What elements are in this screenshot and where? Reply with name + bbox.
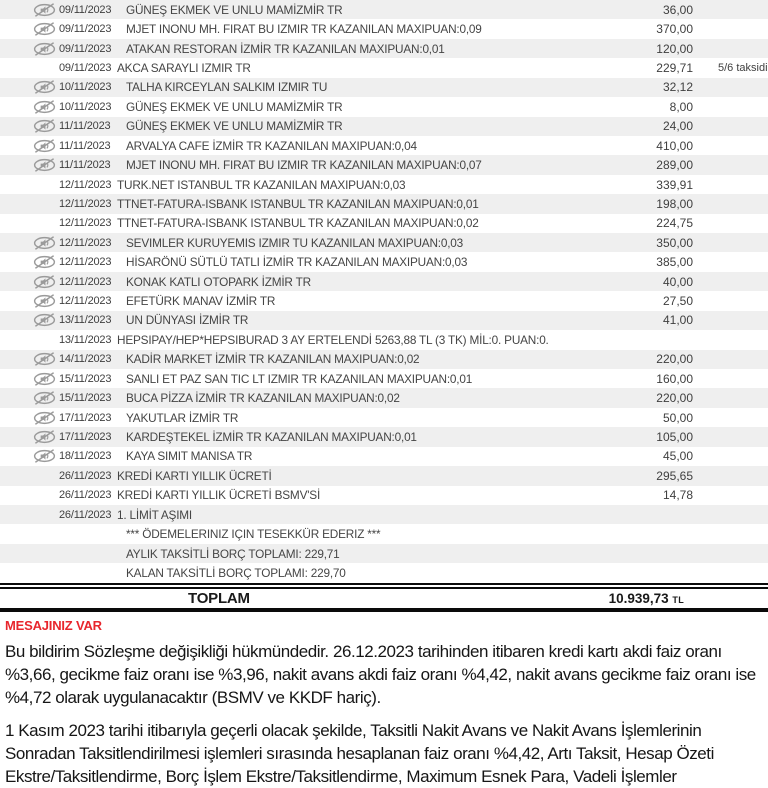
- table-row: [0, 194, 768, 213]
- transaction-date: 26/11/2023: [59, 508, 112, 521]
- transaction-date: 12/11/2023: [59, 236, 112, 249]
- table-row: [0, 350, 768, 369]
- transaction-description: HEPSIPAY/HEP*HEPSIBURAD 3 AY ERTELENDİ 5263,88 TL (3 TK) MİL:0. PUAN:0.: [117, 332, 549, 347]
- eye-slash-speaker-icon[interactable]: [33, 275, 59, 289]
- eye-slash-speaker-icon[interactable]: [33, 255, 59, 269]
- table-row: [0, 58, 768, 77]
- transaction-amount: 120,00: [656, 41, 693, 56]
- table-row: [0, 388, 768, 407]
- eye-slash-speaker-icon[interactable]: [33, 547, 59, 561]
- eye-slash-speaker-icon[interactable]: [33, 178, 59, 192]
- table-row: [0, 291, 768, 310]
- table-row: [0, 136, 768, 155]
- eye-slash-speaker-icon[interactable]: [33, 508, 59, 522]
- transaction-description: ATAKAN RESTORAN İZMİR TR KAZANILAN MAXIPUAN:0,01: [126, 41, 445, 56]
- transaction-date: 26/11/2023: [59, 489, 112, 502]
- transaction-date: 09/11/2023: [59, 23, 112, 36]
- table-row: [0, 330, 768, 349]
- transaction-amount: 350,00: [656, 235, 693, 250]
- transaction-amount: 27,50: [662, 294, 693, 309]
- table-row: [0, 0, 768, 19]
- transaction-date: 09/11/2023: [59, 3, 112, 16]
- eye-slash-speaker-icon[interactable]: [33, 236, 59, 250]
- eye-slash-speaker-icon[interactable]: [33, 22, 59, 36]
- transaction-amount: 40,00: [662, 274, 693, 289]
- transaction-date: 12/11/2023: [59, 217, 112, 230]
- transaction-date: 12/11/2023: [59, 275, 112, 288]
- eye-slash-speaker-icon[interactable]: [33, 566, 59, 580]
- eye-slash-speaker-icon[interactable]: [33, 158, 59, 172]
- transaction-description: GÜNEŞ EKMEK VE UNLU MAMİZMİR TR: [126, 2, 343, 17]
- table-row: [0, 175, 768, 194]
- transaction-description: MJET INONU MH. FIRAT BU IZMIR TR KAZANILAN MAXIPUAN:0,09: [126, 22, 482, 37]
- table-row: [0, 155, 768, 174]
- table-row: [0, 214, 768, 233]
- paragraph-line: Sonradan Taksitlendirilmesi işlemleri sırasında hesaplanan faiz oranı %4,42, Artı Taksit, Hesap Özeti: [5, 743, 714, 763]
- eye-slash-speaker-icon[interactable]: [33, 119, 59, 133]
- transaction-date: 12/11/2023: [59, 295, 112, 308]
- paragraph-line: Ekstre/Taksitlendirme, Borç İşlem Ekstre/Taksitlendirme, Maximum Esnek Para, Vadeli İşlemler: [5, 766, 677, 786]
- table-row: [0, 252, 768, 271]
- eye-slash-speaker-icon[interactable]: [33, 294, 59, 308]
- messages-header: MESAJINIZ VAR: [5, 617, 102, 633]
- transaction-amount: 224,75: [656, 216, 693, 231]
- table-row: [0, 272, 768, 291]
- transaction-amount: 24,00: [662, 119, 693, 134]
- transaction-date: 13/11/2023: [59, 314, 112, 327]
- transaction-amount: 410,00: [656, 138, 693, 153]
- transaction-amount: 220,00: [656, 352, 693, 367]
- transaction-amount: 41,00: [662, 313, 693, 328]
- table-row: [0, 78, 768, 97]
- eye-slash-speaker-icon[interactable]: [33, 42, 59, 56]
- transaction-amount: 385,00: [656, 255, 693, 270]
- eye-slash-speaker-icon[interactable]: [33, 372, 59, 386]
- transaction-date: 17/11/2023: [59, 411, 112, 424]
- table-row: [0, 39, 768, 58]
- transaction-date: 26/11/2023: [59, 469, 112, 482]
- transaction-description: TTNET-FATURA-ISBANK ISTANBUL TR KAZANILAN MAXIPUAN:0,01: [117, 196, 479, 211]
- total-amount-value: 10.939,73: [608, 590, 669, 606]
- eye-slash-speaker-icon[interactable]: [33, 469, 59, 483]
- transaction-description: BUCA PİZZA İZMİR TR KAZANILAN MAXIPUAN:0,02: [126, 391, 400, 406]
- transaction-description: EFETÜRK MANAV İZMİR TR: [126, 294, 276, 309]
- table-row: [0, 544, 768, 563]
- eye-slash-speaker-icon[interactable]: [33, 197, 59, 211]
- transaction-description: AKCA SARAYLI IZMIR TR: [117, 60, 251, 75]
- table-row: [0, 233, 768, 252]
- transaction-amount: 220,00: [656, 391, 693, 406]
- transaction-amount: 14,78: [662, 488, 693, 503]
- table-row: [0, 408, 768, 427]
- transaction-date: 15/11/2023: [59, 392, 112, 405]
- transaction-date: 10/11/2023: [59, 81, 112, 94]
- eye-slash-speaker-icon[interactable]: [33, 333, 59, 347]
- transaction-amount: 8,00: [669, 99, 693, 114]
- eye-slash-speaker-icon[interactable]: [33, 411, 59, 425]
- eye-slash-speaker-icon[interactable]: [33, 139, 59, 153]
- table-row: [0, 311, 768, 330]
- eye-slash-speaker-icon[interactable]: [33, 430, 59, 444]
- transaction-amount: 370,00: [656, 22, 693, 37]
- paragraph-line: %4,72 olarak uygulanacaktır (BSMV ve KKDF hariç).: [5, 687, 381, 707]
- table-row: [0, 563, 768, 582]
- transaction-amount: 32,12: [662, 80, 693, 95]
- installment-note: 5/6 taksidi: [718, 61, 768, 74]
- eye-slash-speaker-icon[interactable]: [33, 3, 59, 17]
- eye-slash-speaker-icon[interactable]: [33, 80, 59, 94]
- transaction-description: KREDİ KARTI YILLIK ÜCRETİ BSMV'Sİ: [117, 488, 321, 503]
- table-row: [0, 447, 768, 466]
- total-amount: [609, 591, 684, 606]
- paragraph-line: 1 Kasım 2023 tarihi itibarıyla geçerli olacak şekilde, Taksitli Nakit Avans ve Nakit Avans İşlemlerinin: [5, 720, 702, 740]
- currency-label: TL: [672, 594, 684, 605]
- eye-slash-speaker-icon[interactable]: [33, 488, 59, 502]
- transaction-date: 11/11/2023: [59, 120, 111, 133]
- transaction-amount: 229,71: [656, 60, 693, 75]
- transaction-date: 10/11/2023: [59, 100, 112, 113]
- message-paragraph-2: [5, 719, 768, 788]
- transaction-amount: 198,00: [656, 196, 693, 211]
- transaction-description: KAYA SIMIT MANISA TR: [126, 449, 253, 464]
- transaction-date: 09/11/2023: [59, 61, 112, 74]
- paragraph-line: %3,66, gecikme faiz oranı ise %3,96, nakit avans akdi faiz oranı %4,42, nakit avans gecikme faiz oranı ise: [5, 664, 756, 684]
- transaction-description: HİSARÖNÜ SÜTLÜ TATLI İZMİR TR KAZANILAN MAXIPUAN:0,03: [126, 255, 468, 270]
- total-label: TOPLAM: [188, 589, 250, 607]
- transaction-description: KALAN TAKSİTLİ BORÇ TOPLAMI: 229,70: [126, 565, 346, 580]
- transaction-amount: 289,00: [656, 158, 693, 173]
- transaction-description: KADİR MARKET İZMİR TR KAZANILAN MAXIPUAN:0,02: [126, 352, 420, 367]
- table-row: [0, 524, 768, 543]
- message-paragraph-1: [5, 640, 768, 709]
- table-row: [0, 97, 768, 116]
- transaction-description: KREDİ KARTI YILLIK ÜCRETİ: [117, 468, 272, 483]
- transaction-date: 11/11/2023: [59, 139, 111, 152]
- table-row: [0, 505, 768, 524]
- transaction-description: KARDEŞTEKEL İZMİR TR KAZANILAN MAXIPUAN:0,01: [126, 429, 417, 444]
- transaction-description: AYLIK TAKSİTLİ BORÇ TOPLAMI: 229,71: [126, 546, 340, 561]
- table-row: [0, 466, 768, 485]
- transaction-description: *** ÖDEMELERINIZ IÇIN TESEKKÜR EDERIZ ***: [126, 527, 381, 542]
- transaction-date: 18/11/2023: [59, 450, 112, 463]
- transaction-description: MJET INONU MH. FIRAT BU IZMIR TR KAZANILAN MAXIPUAN:0,07: [126, 158, 482, 173]
- paragraph-line: Bu bildirim Sözleşme değişikliği hükmündedir. 26.12.2023 tarihinden itibaren kredi kartı akdi faiz oranı: [5, 641, 722, 661]
- transaction-date: 09/11/2023: [59, 42, 112, 55]
- total-row: [0, 583, 768, 612]
- eye-slash-speaker-icon[interactable]: [33, 352, 59, 366]
- transaction-date: 13/11/2023: [59, 333, 112, 346]
- transaction-description: UN DÜNYASI İZMİR TR: [126, 313, 249, 328]
- transaction-amount: 339,91: [656, 177, 693, 192]
- transaction-description: TURK.NET ISTANBUL TR KAZANILAN MAXIPUAN:0,03: [117, 177, 406, 192]
- transaction-description: YAKUTLAR İZMİR TR: [126, 410, 239, 425]
- transaction-date: 11/11/2023: [59, 159, 111, 172]
- eye-slash-speaker-icon[interactable]: [33, 449, 59, 463]
- transaction-amount: 45,00: [662, 449, 693, 464]
- transaction-date: 12/11/2023: [59, 197, 112, 210]
- transaction-date: 17/11/2023: [59, 430, 112, 443]
- transaction-description: TTNET-FATURA-ISBANK ISTANBUL TR KAZANILAN MAXIPUAN:0,02: [117, 216, 479, 231]
- transaction-date: 15/11/2023: [59, 372, 112, 385]
- transaction-amount: 295,65: [656, 468, 693, 483]
- transaction-date: 12/11/2023: [59, 178, 112, 191]
- table-row: [0, 486, 768, 505]
- transaction-description: SANLI ET PAZ SAN TIC LT IZMIR TR KAZANILAN MAXIPUAN:0,01: [126, 371, 473, 386]
- transaction-description: ARVALYA CAFE İZMİR TR KAZANILAN MAXIPUAN:0,04: [126, 138, 417, 153]
- transaction-description: KONAK KATLI OTOPARK İZMİR TR: [126, 274, 311, 289]
- eye-slash-speaker-icon[interactable]: [33, 527, 59, 541]
- table-row: [0, 117, 768, 136]
- transaction-description: GÜNEŞ EKMEK VE UNLU MAMİZMİR TR: [126, 119, 343, 134]
- eye-slash-speaker-icon[interactable]: [33, 61, 59, 75]
- transaction-description: 1. LİMİT AŞIMI: [117, 507, 192, 522]
- eye-slash-speaker-icon[interactable]: [33, 313, 59, 327]
- transaction-amount: 105,00: [656, 429, 693, 444]
- transaction-description: GÜNEŞ EKMEK VE UNLU MAMİZMİR TR: [126, 99, 343, 114]
- table-row: [0, 19, 768, 38]
- transaction-amount: 36,00: [662, 2, 693, 17]
- eye-slash-speaker-icon[interactable]: [33, 391, 59, 405]
- transaction-date: 14/11/2023: [59, 353, 112, 366]
- table-row: [0, 369, 768, 388]
- eye-slash-speaker-icon[interactable]: [33, 216, 59, 230]
- transaction-amount: 50,00: [662, 410, 693, 425]
- transaction-description: SEVIMLER KURUYEMIS IZMIR TU KAZANILAN MAXIPUAN:0,03: [126, 235, 464, 250]
- transaction-date: 12/11/2023: [59, 256, 112, 269]
- eye-slash-speaker-icon[interactable]: [33, 100, 59, 114]
- transaction-amount: 160,00: [656, 371, 693, 386]
- table-row: [0, 427, 768, 446]
- transaction-description: TALHA KIRCEYLAN SALKIM IZMIR TU: [126, 80, 328, 95]
